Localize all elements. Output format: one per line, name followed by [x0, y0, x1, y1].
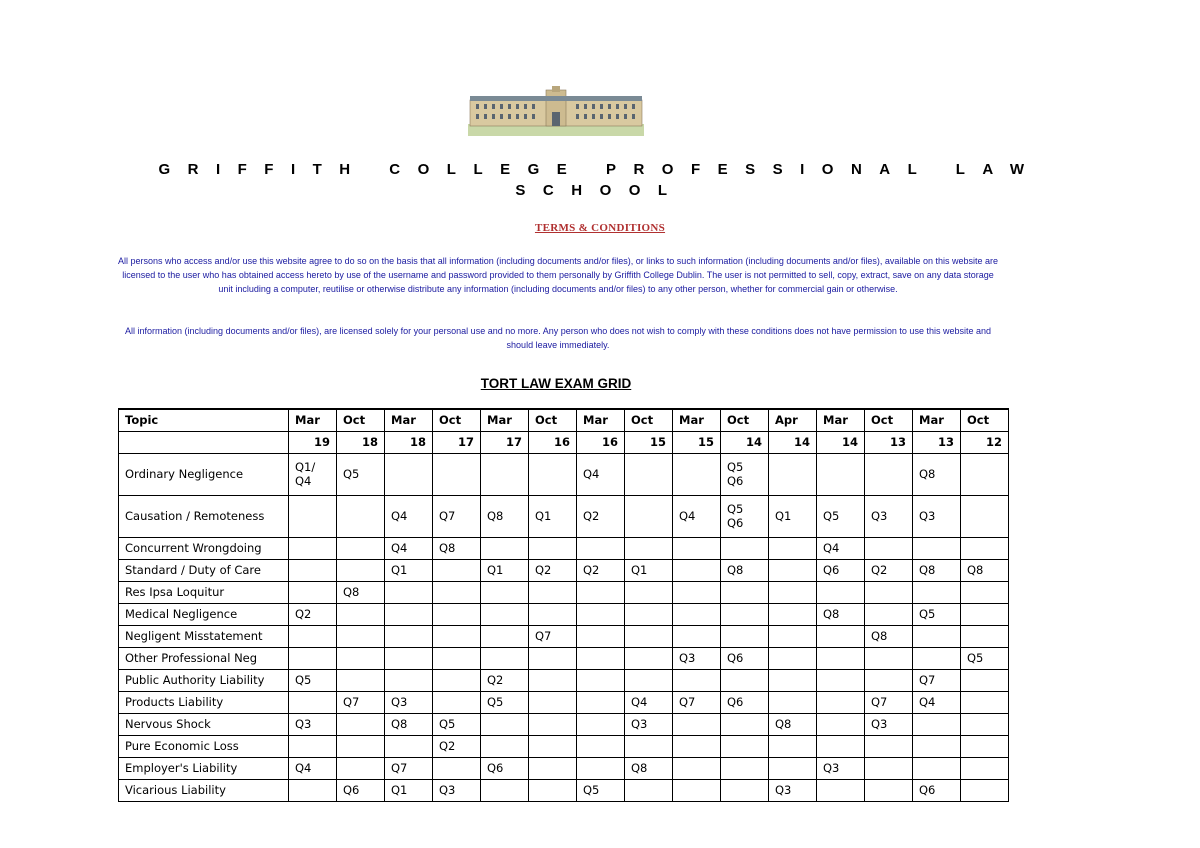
table-cell: [673, 537, 721, 559]
table-cell: [721, 537, 769, 559]
table-cell: [625, 495, 673, 537]
table-cell: [865, 779, 913, 801]
table-cell: Q4: [817, 537, 865, 559]
table-cell: [721, 713, 769, 735]
table-cell: [913, 735, 961, 757]
table-cell: Q4: [577, 453, 625, 495]
table-row: [119, 625, 1009, 647]
table-cell: [385, 603, 433, 625]
column-header-month: Oct: [529, 409, 577, 431]
table-cell: Q8: [961, 559, 1009, 581]
table-cell: [913, 713, 961, 735]
table-cell: [769, 647, 817, 669]
table-cell: [481, 625, 529, 647]
table-row: [119, 537, 1009, 559]
table-cell: Q1: [385, 779, 433, 801]
table-cell: [385, 735, 433, 757]
table-cell: [721, 735, 769, 757]
table-cell: [769, 559, 817, 581]
table-cell: Q2: [577, 495, 625, 537]
table-cell: [481, 453, 529, 495]
column-header-year: 12: [961, 431, 1009, 453]
column-header-year: 15: [673, 431, 721, 453]
column-header-year: 16: [577, 431, 625, 453]
table-cell: Q5: [289, 669, 337, 691]
table-cell: [817, 779, 865, 801]
row-topic: Vicarious Liability: [119, 779, 289, 801]
table-cell: [577, 537, 625, 559]
table-cell: [865, 735, 913, 757]
row-topic: Causation / Remoteness: [119, 495, 289, 537]
table-cell: [673, 603, 721, 625]
table-cell: Q2: [433, 735, 481, 757]
table-cell: Q7: [433, 495, 481, 537]
table-cell: [529, 779, 577, 801]
column-header-month: Oct: [433, 409, 481, 431]
table-cell: Q6: [337, 779, 385, 801]
table-cell: [625, 453, 673, 495]
table-cell: Q8: [913, 559, 961, 581]
table-cell: Q6: [721, 647, 769, 669]
table-row: [119, 691, 1009, 713]
table-cell: [625, 581, 673, 603]
column-header-month: Oct: [721, 409, 769, 431]
column-header-month: Oct: [625, 409, 673, 431]
table-row: [119, 669, 1009, 691]
column-header-month: Oct: [865, 409, 913, 431]
column-header-year: 14: [817, 431, 865, 453]
column-header-year: 18: [337, 431, 385, 453]
table-cell: [529, 669, 577, 691]
table-cell: Q3: [289, 713, 337, 735]
table-cell: Q7: [673, 691, 721, 713]
column-header-month: Mar: [289, 409, 337, 431]
table-cell: Q7: [529, 625, 577, 647]
table-cell: Q7: [337, 691, 385, 713]
table-cell: Q8: [721, 559, 769, 581]
table-cell: Q8: [865, 625, 913, 647]
table-cell: [433, 581, 481, 603]
table-cell: Q3: [865, 495, 913, 537]
column-header-year: 18: [385, 431, 433, 453]
table-cell: Q3: [385, 691, 433, 713]
table-cell: [769, 669, 817, 691]
table-row: [119, 559, 1009, 581]
table-cell: Q1: [769, 495, 817, 537]
table-cell: [817, 669, 865, 691]
table-cell: [625, 669, 673, 691]
table-cell: [337, 757, 385, 779]
table-cell: [577, 669, 625, 691]
table-cell: [577, 625, 625, 647]
table-cell: Q7: [913, 669, 961, 691]
table-row: [119, 757, 1009, 779]
table-cell: [433, 691, 481, 713]
school-title: GRIFFITH COLLEGE PROFESSIONAL LAW: [158, 161, 1042, 178]
table-cell: Q5 Q6: [721, 453, 769, 495]
table-cell: [577, 735, 625, 757]
column-header-month: Apr: [769, 409, 817, 431]
table-cell: [433, 757, 481, 779]
table-cell: [625, 625, 673, 647]
table-cell: [385, 647, 433, 669]
table-cell: Q3: [817, 757, 865, 779]
table-cell: Q2: [481, 669, 529, 691]
table-cell: Q8: [433, 537, 481, 559]
row-topic: Medical Negligence: [119, 603, 289, 625]
table-cell: [577, 691, 625, 713]
table-cell: Q1: [385, 559, 433, 581]
terms-paragraph-1: All persons who access and/or use this website agree to do so on the basis that all information (including documents and/or files), or links to such information (including documents and/or files), available on this website are licensed to the user who has obtained access hereto by use of the username and password provided to them personally by Griffith College Dublin. The user is not permitted to sell, copy, extract, save on any data storage unit including a computer, reutilise or otherwise distribute any information (including documents and/or files) to any other person, whether for commercial gain or otherwise.: [118, 256, 998, 294]
terms-paragraph-2: All information (including documents and/or files), are licensed solely for your personal use and no more. Any person who does not wish to comply with these conditions does not have permission to use this website and should leave immediately.: [125, 326, 991, 350]
row-topic: Other Professional Neg: [119, 647, 289, 669]
table-cell: [865, 537, 913, 559]
table-cell: [337, 647, 385, 669]
table-cell: [529, 691, 577, 713]
table-cell: [289, 625, 337, 647]
column-header-month: Mar: [673, 409, 721, 431]
table-cell: [433, 453, 481, 495]
table-cell: Q8: [481, 495, 529, 537]
table-cell: [481, 735, 529, 757]
table-cell: [577, 603, 625, 625]
table-cell: [817, 691, 865, 713]
table-cell: [289, 779, 337, 801]
table-cell: [289, 691, 337, 713]
table-cell: Q3: [769, 779, 817, 801]
table-cell: Q5: [433, 713, 481, 735]
table-row: [119, 603, 1009, 625]
table-cell: [673, 669, 721, 691]
table-cell: [529, 581, 577, 603]
table-cell: [289, 537, 337, 559]
table-cell: Q5: [481, 691, 529, 713]
table-cell: [721, 757, 769, 779]
table-cell: Q8: [337, 581, 385, 603]
row-topic: Concurrent Wrongdoing: [119, 537, 289, 559]
table-cell: [865, 647, 913, 669]
table-cell: [673, 453, 721, 495]
table-cell: Q1: [481, 559, 529, 581]
table-cell: [817, 453, 865, 495]
table-cell: [721, 581, 769, 603]
table-cell: [865, 757, 913, 779]
column-header-year: 16: [529, 431, 577, 453]
column-header-year: 13: [865, 431, 913, 453]
table-row: [119, 713, 1009, 735]
table-cell: [817, 735, 865, 757]
table-cell: [529, 537, 577, 559]
table-cell: [961, 779, 1009, 801]
school-title-line2: SCHOOL: [515, 182, 685, 199]
table-cell: [577, 757, 625, 779]
table-cell: Q3: [433, 779, 481, 801]
table-cell: Q2: [289, 603, 337, 625]
table-cell: [913, 625, 961, 647]
row-topic: Res Ipsa Loquitur: [119, 581, 289, 603]
table-cell: [913, 647, 961, 669]
table-cell: [865, 581, 913, 603]
table-cell: [529, 647, 577, 669]
column-header-year: 17: [481, 431, 529, 453]
table-year-row: [119, 431, 1009, 453]
table-cell: [289, 581, 337, 603]
table-cell: [913, 757, 961, 779]
table-cell: [481, 647, 529, 669]
table-cell: [769, 691, 817, 713]
table-cell: [433, 603, 481, 625]
table-cell: [961, 581, 1009, 603]
row-topic: Employer's Liability: [119, 757, 289, 779]
table-cell: [337, 495, 385, 537]
table-cell: [817, 625, 865, 647]
table-cell: Q7: [385, 757, 433, 779]
table-cell: [913, 581, 961, 603]
table-row: [119, 735, 1009, 757]
table-cell: [961, 735, 1009, 757]
table-cell: [577, 581, 625, 603]
table-cell: [577, 647, 625, 669]
table-cell: Q7: [865, 691, 913, 713]
table-row: [119, 779, 1009, 801]
table-cell: [433, 559, 481, 581]
table-cell: Q4: [625, 691, 673, 713]
table-cell: [961, 603, 1009, 625]
table-cell: [625, 537, 673, 559]
table-cell: [865, 453, 913, 495]
table-cell: Q5 Q6: [721, 495, 769, 537]
exam-grid-table: [118, 408, 1009, 802]
table-cell: Q8: [385, 713, 433, 735]
column-header-topic: Topic: [119, 409, 289, 431]
table-cell: [481, 603, 529, 625]
table-cell: [769, 537, 817, 559]
table-cell: [769, 581, 817, 603]
table-cell: [673, 625, 721, 647]
table-cell: [385, 625, 433, 647]
table-cell: Q4: [673, 495, 721, 537]
column-header-month: Oct: [337, 409, 385, 431]
table-cell: Q3: [865, 713, 913, 735]
table-cell: [529, 757, 577, 779]
table-row: [119, 647, 1009, 669]
table-cell: [337, 603, 385, 625]
table-cell: Q8: [913, 453, 961, 495]
table-cell: [961, 757, 1009, 779]
table-cell: [673, 757, 721, 779]
table-cell: [289, 735, 337, 757]
row-topic: Pure Economic Loss: [119, 735, 289, 757]
table-cell: [961, 495, 1009, 537]
table-cell: [385, 669, 433, 691]
table-cell: [337, 537, 385, 559]
table-cell: Q3: [673, 647, 721, 669]
table-cell: [817, 647, 865, 669]
table-cell: Q8: [817, 603, 865, 625]
table-cell: Q6: [913, 779, 961, 801]
table-cell: Q1: [625, 559, 673, 581]
table-cell: Q3: [913, 495, 961, 537]
table-cell: [481, 713, 529, 735]
table-cell: Q1/ Q4: [289, 453, 337, 495]
table-cell: [289, 495, 337, 537]
table-cell: [865, 603, 913, 625]
table-cell: [481, 779, 529, 801]
table-cell: Q6: [721, 691, 769, 713]
row-topic: Negligent Misstatement: [119, 625, 289, 647]
column-header-year: 15: [625, 431, 673, 453]
column-header-month: Mar: [817, 409, 865, 431]
row-topic: Products Liability: [119, 691, 289, 713]
table-cell: [529, 735, 577, 757]
table-cell: Q5: [337, 453, 385, 495]
column-header-month: Oct: [961, 409, 1009, 431]
table-cell: [385, 453, 433, 495]
table-cell: [625, 779, 673, 801]
table-cell: [769, 603, 817, 625]
table-cell: Q8: [625, 757, 673, 779]
table-cell: [529, 713, 577, 735]
table-cell: [769, 757, 817, 779]
table-cell: [529, 453, 577, 495]
column-header-year: 19: [289, 431, 337, 453]
table-cell: [817, 713, 865, 735]
table-cell: [337, 669, 385, 691]
table-cell: Q2: [865, 559, 913, 581]
column-header-month: Mar: [385, 409, 433, 431]
table-cell: [337, 625, 385, 647]
table-cell: [385, 581, 433, 603]
table-cell: [769, 453, 817, 495]
table-cell: [769, 625, 817, 647]
table-cell: [673, 713, 721, 735]
table-cell: [577, 713, 625, 735]
column-header-year: 14: [721, 431, 769, 453]
table-cell: [961, 453, 1009, 495]
table-cell: Q2: [529, 559, 577, 581]
column-header-month: Mar: [481, 409, 529, 431]
table-cell: [817, 581, 865, 603]
table-cell: Q5: [961, 647, 1009, 669]
table-cell: [673, 779, 721, 801]
terms-heading[interactable]: TERMS & CONDITIONS: [534, 222, 666, 234]
table-cell: [769, 735, 817, 757]
table-cell: [529, 603, 577, 625]
table-cell: [337, 735, 385, 757]
table-cell: [673, 735, 721, 757]
table-cell: [721, 669, 769, 691]
table-cell: [961, 691, 1009, 713]
table-row: [119, 453, 1009, 495]
column-header-year: 14: [769, 431, 817, 453]
table-cell: [481, 581, 529, 603]
table-cell: Q8: [769, 713, 817, 735]
table-cell: [913, 537, 961, 559]
table-cell: [337, 713, 385, 735]
column-header-month: Mar: [913, 409, 961, 431]
table-cell: Q5: [913, 603, 961, 625]
table-cell: Q1: [529, 495, 577, 537]
table-cell: Q5: [577, 779, 625, 801]
table-row: [119, 581, 1009, 603]
table-cell: [961, 625, 1009, 647]
table-cell: [625, 735, 673, 757]
table-cell: [721, 779, 769, 801]
table-header-row: [119, 409, 1009, 431]
table-cell: [721, 625, 769, 647]
table-cell: Q3: [625, 713, 673, 735]
table-cell: Q6: [817, 559, 865, 581]
table-cell: [337, 559, 385, 581]
table-cell: [433, 669, 481, 691]
table-cell: [721, 603, 769, 625]
table-cell: Q4: [289, 757, 337, 779]
column-header-year: 17: [433, 431, 481, 453]
table-cell: [481, 537, 529, 559]
table-cell: [961, 669, 1009, 691]
table-cell: Q5: [817, 495, 865, 537]
row-topic: Public Authority Liability: [119, 669, 289, 691]
table-cell: [673, 581, 721, 603]
row-topic: Nervous Shock: [119, 713, 289, 735]
table-row: [119, 495, 1009, 537]
table-cell: Q4: [385, 495, 433, 537]
table-cell: [625, 603, 673, 625]
table-cell: [961, 537, 1009, 559]
table-cell: [673, 559, 721, 581]
column-header-year: 13: [913, 431, 961, 453]
college-building-illustration: [468, 86, 644, 136]
table-cell: [289, 559, 337, 581]
table-cell: Q4: [385, 537, 433, 559]
table-cell: [289, 647, 337, 669]
column-header-month: Mar: [577, 409, 625, 431]
table-cell: [865, 669, 913, 691]
row-topic: Ordinary Negligence: [119, 453, 289, 495]
table-cell: Q4: [913, 691, 961, 713]
table-cell: [625, 647, 673, 669]
table-cell: [433, 625, 481, 647]
table-cell: [961, 713, 1009, 735]
table-cell: Q6: [481, 757, 529, 779]
table-cell: [433, 647, 481, 669]
row-topic: Standard / Duty of Care: [119, 559, 289, 581]
table-cell: Q2: [577, 559, 625, 581]
grid-title: TORT LAW EXAM GRID: [480, 376, 632, 391]
column-header-blank: [119, 431, 289, 453]
